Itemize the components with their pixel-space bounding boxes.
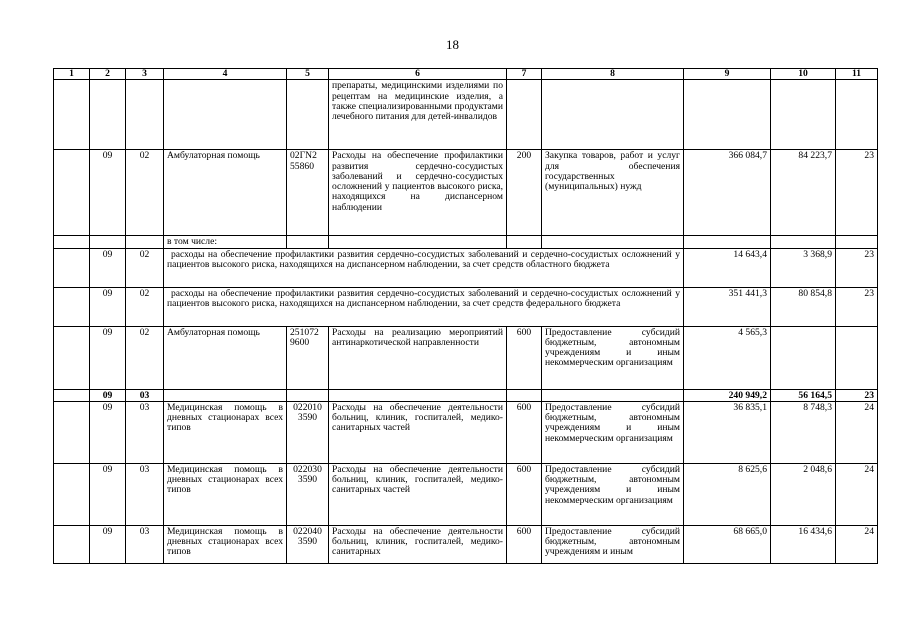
cell-amount	[684, 236, 771, 248]
table-row	[54, 150, 878, 236]
cell-section: 09	[90, 401, 126, 463]
cell-amount: 36 835,1	[684, 401, 771, 463]
cell-expense-type: 600	[507, 401, 542, 463]
cell-section: 09	[90, 150, 126, 236]
cell-name: Медицинская помощь в дневных стационарах всех типов	[164, 525, 287, 563]
cell-subsection: 02	[126, 326, 164, 389]
cell-name	[164, 389, 287, 401]
cell-section: 09	[90, 287, 126, 326]
cell-subsection: 03	[126, 401, 164, 463]
cell-section: 09	[90, 389, 126, 401]
cell-amount-share: 56 164,5	[771, 389, 836, 401]
column-header: 5	[287, 69, 329, 80]
cell-subsection: 03	[126, 463, 164, 525]
cell-ref: 24	[836, 525, 878, 563]
cell-section	[90, 236, 126, 248]
cell-target-code: 022030 3590	[287, 463, 329, 525]
cell-amount-share: 16 434,6	[771, 525, 836, 563]
cell-expense-type: 200	[507, 150, 542, 236]
cell-name: Амбулаторная помощь	[164, 326, 287, 389]
column-header: 9	[684, 69, 771, 80]
cell-col1	[54, 326, 90, 389]
cell-target-code: 022040 3590	[287, 525, 329, 563]
cell-ref	[836, 326, 878, 389]
cell-amount-share	[771, 326, 836, 389]
column-header: 7	[507, 69, 542, 80]
cell-amount-share: 2 048,6	[771, 463, 836, 525]
cell-subsection: 02	[126, 287, 164, 326]
cell-target-code	[287, 236, 329, 248]
cell-subsection: 03	[126, 389, 164, 401]
column-header: 1	[54, 69, 90, 80]
cell-target-code	[287, 80, 329, 150]
cell-target-code: 251072 9600	[287, 326, 329, 389]
cell-expense-type: 600	[507, 326, 542, 389]
cell-amount: 14 643,4	[684, 248, 771, 287]
cell-expense-description: Расходы на обеспечение деятельности больниц, клиник, госпиталей, медико-санитарных частей	[329, 463, 507, 525]
cell-name: Амбулаторная помощь	[164, 150, 287, 236]
cell-expense-description: Расходы на обеспечение деятельности больниц, клиник, госпиталей, медико-санитарных	[329, 525, 507, 563]
cell-col1	[54, 248, 90, 287]
cell-expense-description: Расходы на обеспечение деятельности больниц, клиник, госпиталей, медико-санитарных частей	[329, 401, 507, 463]
table-row	[54, 236, 878, 248]
cell-ref	[836, 80, 878, 150]
cell-amount-share: 8 748,3	[771, 401, 836, 463]
cell-expense-description: Расходы на реализацию мероприятий антинаркотической направленности	[329, 326, 507, 389]
table-row	[54, 525, 878, 563]
cell-col1	[54, 525, 90, 563]
column-header: 8	[542, 69, 684, 80]
cell-target-code	[287, 389, 329, 401]
cell-amount-share: 80 854,8	[771, 287, 836, 326]
table-row	[54, 326, 878, 389]
cell-col1	[54, 463, 90, 525]
cell-subsection: 03	[126, 525, 164, 563]
cell-ref: 24	[836, 401, 878, 463]
cell-name: Медицинская помощь в дневных стационарах всех типов	[164, 463, 287, 525]
cell-amount-share: 84 223,7	[771, 150, 836, 236]
cell-expense-type-name: Предоставление субсидий бюджетным, автономным учреждениям и иным некоммерческим организациям	[542, 463, 684, 525]
table-row	[54, 287, 878, 326]
cell-section: 09	[90, 326, 126, 389]
cell-name: в том числе:	[164, 236, 287, 248]
subtotal-row	[54, 389, 878, 401]
cell-expense-description: препараты, медицинскими изделиями по рецептам на медицинские изделия, а также специализированными продуктами лечебного питания для детей-инвалидов	[329, 80, 507, 150]
cell-subsection: 02	[126, 248, 164, 287]
cell-ref: 23	[836, 150, 878, 236]
column-header-row	[54, 69, 878, 80]
cell-expense-type-name	[542, 80, 684, 150]
cell-merged-description: расходы на обеспечение профилактики развития сердечно-сосудистых заболеваний и сердечно-сосудистых осложнений у пациентов высокого риска, находящихся на диспансерном наблюдении, за счет средств федерального бюджета	[164, 287, 684, 326]
cell-section: 09	[90, 525, 126, 563]
cell-ref	[836, 236, 878, 248]
cell-target-code: 02ГN2 55860	[287, 150, 329, 236]
cell-expense-type-name: Предоставление субсидий бюджетным, автономным учреждениям и иным некоммерческим организациям	[542, 401, 684, 463]
cell-expense-description	[329, 389, 507, 401]
cell-col1	[54, 80, 90, 150]
page-number: 18	[446, 37, 459, 52]
column-header: 6	[329, 69, 507, 80]
cell-col1	[54, 150, 90, 236]
cell-expense-type: 600	[507, 463, 542, 525]
cell-col1	[54, 389, 90, 401]
table-row	[54, 401, 878, 463]
cell-expense-type: 600	[507, 525, 542, 563]
cell-section	[90, 80, 126, 150]
cell-amount	[684, 80, 771, 150]
cell-col1	[54, 236, 90, 248]
budget-table	[53, 68, 878, 564]
cell-amount: 351 441,3	[684, 287, 771, 326]
column-header: 4	[164, 69, 287, 80]
cell-subsection	[126, 80, 164, 150]
cell-amount: 68 665,0	[684, 525, 771, 563]
cell-merged-description: расходы на обеспечение профилактики развития сердечно-сосудистых заболеваний и сердечно-сосудистых осложнений у пациентов высокого риска, находящихся на диспансерном наблюдении, за счет средств областного бюджета	[164, 248, 684, 287]
cell-amount-share	[771, 80, 836, 150]
table-row	[54, 463, 878, 525]
cell-subsection: 02	[126, 150, 164, 236]
cell-amount: 366 084,7	[684, 150, 771, 236]
cell-subsection	[126, 236, 164, 248]
cell-ref: 24	[836, 463, 878, 525]
cell-expense-type	[507, 389, 542, 401]
cell-expense-type-name	[542, 389, 684, 401]
cell-name: Медицинская помощь в дневных стационарах всех типов	[164, 401, 287, 463]
cell-expense-type-name: Предоставление субсидий бюджетным, автономным учреждениям и иным некоммерческим организациям	[542, 326, 684, 389]
cell-section: 09	[90, 248, 126, 287]
cell-ref: 23	[836, 248, 878, 287]
column-header: 2	[90, 69, 126, 80]
cell-expense-type-name: Предоставление субсидий бюджетным, автономным учреждениям и иным	[542, 525, 684, 563]
cell-amount: 240 949,2	[684, 389, 771, 401]
column-header: 10	[771, 69, 836, 80]
cell-expense-description	[329, 236, 507, 248]
cell-ref: 23	[836, 389, 878, 401]
cell-section: 09	[90, 463, 126, 525]
table-row	[54, 80, 878, 150]
cell-ref: 23	[836, 287, 878, 326]
column-header: 3	[126, 69, 164, 80]
cell-expense-type-name	[542, 236, 684, 248]
cell-expense-type-name: Закупка товаров, работ и услуг для обеспечения государственных (муниципальных) нужд	[542, 150, 684, 236]
cell-expense-type	[507, 236, 542, 248]
cell-amount: 8 625,6	[684, 463, 771, 525]
cell-expense-type	[507, 80, 542, 150]
cell-name	[164, 80, 287, 150]
cell-amount-share: 3 368,9	[771, 248, 836, 287]
cell-amount: 4 565,3	[684, 326, 771, 389]
column-header: 11	[836, 69, 878, 80]
cell-expense-description: Расходы на обеспечение профилактики развития сердечно-сосудистых заболеваний и сердечно-сосудистых осложнений у пациентов высокого риска, находящихся на диспансерном наблюдении	[329, 150, 507, 236]
cell-amount-share	[771, 236, 836, 248]
table-row	[54, 248, 878, 287]
cell-col1	[54, 287, 90, 326]
cell-col1	[54, 401, 90, 463]
cell-target-code: 022010 3590	[287, 401, 329, 463]
